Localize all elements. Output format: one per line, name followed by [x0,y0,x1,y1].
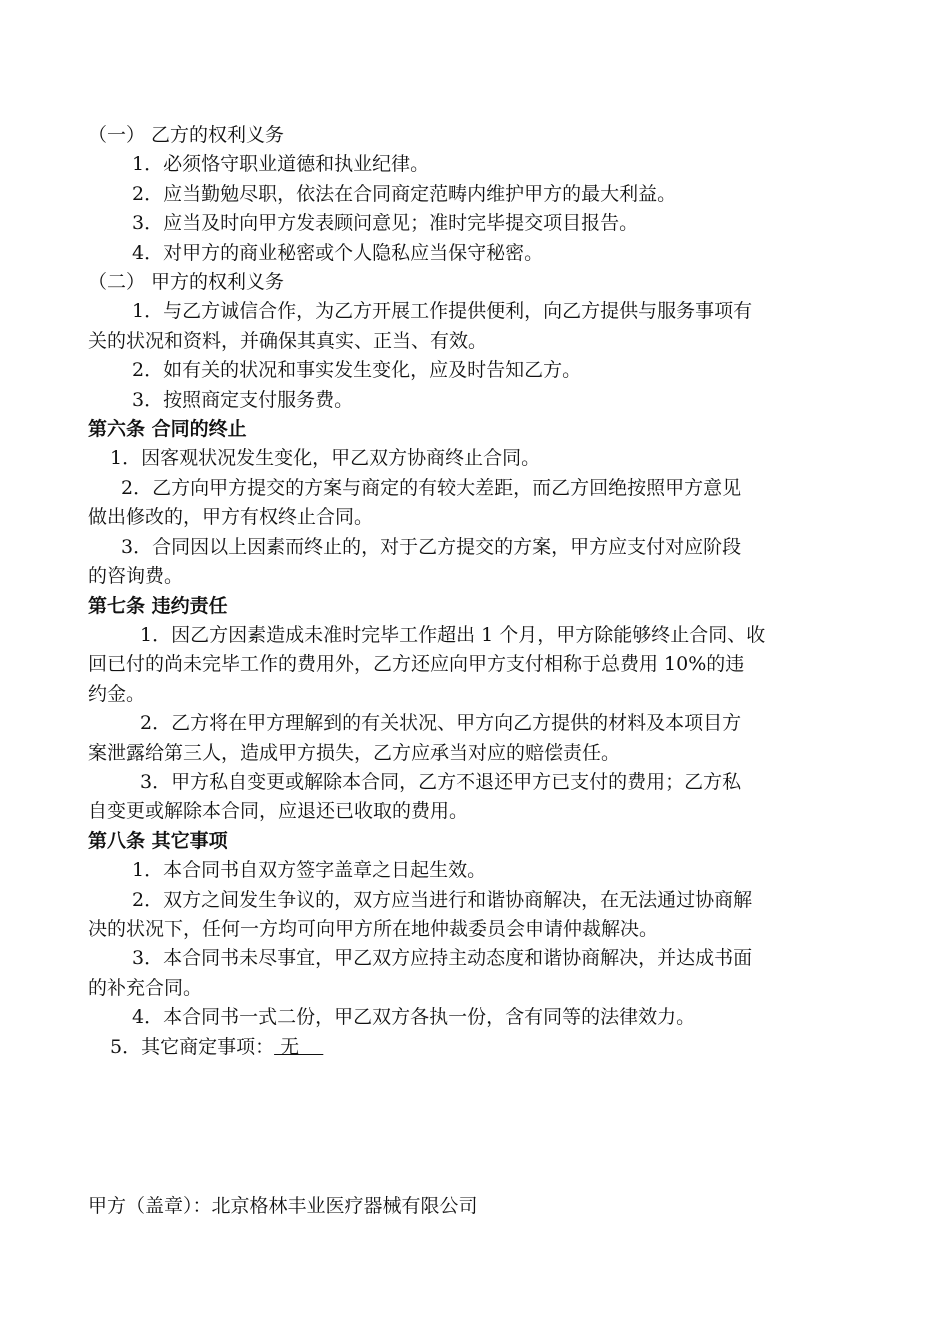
clause-line: 约金。 [88,682,146,705]
clause-line: 做出修改的，甲方有权终止合同。 [88,506,374,529]
article-8-title: 第八条 其它事项 [88,829,228,852]
clause-line: 4．对甲方的商业秘密或个人隐私应当保守秘密。 [132,241,544,264]
section-heading-party-a: （二） 甲方的权利义务 [88,271,285,294]
section-heading-party-b: （一） 乙方的权利义务 [88,124,285,146]
clause-line: 1．必须恪守职业道德和执业纪律。 [132,153,430,176]
clause-line: 3．本合同书未尽事宜，甲乙双方应持主动态度和谐协商解决，并达成书面 [132,947,753,970]
clause-line: 回已付的尚未完毕工作的费用外，乙方还应向甲方支付相称于总费用 10%的违 [88,653,745,676]
clause-line: 1．与乙方诚信合作，为乙方开展工作提供便利，向乙方提供与服务事项有 [132,300,753,323]
clause-line: 自变更或解除本合同，应退还已收取的费用。 [88,800,469,823]
clause-line: 4．本合同书一式二份，甲乙双方各执一份，含有同等的法律效力。 [132,1006,696,1029]
clause-line: 1．因客观状况发生变化，甲乙双方协商终止合同。 [110,447,541,470]
article-7-title: 第七条 违约责任 [88,594,228,617]
clause-line: 决的状况下，任何一方均可向甲方所在地仲裁委员会申请仲裁解决。 [88,917,659,940]
clause-line: 案泄露给第三人，造成甲方损失，乙方应承当对应的赔偿责任。 [88,741,621,764]
clause-line: 3．应当及时向甲方发表顾问意见；准时完毕提交项目报告。 [132,212,639,235]
contract-page [88,121,868,1062]
clause-line: 的咨询费。 [88,565,184,588]
clause-line: 2．乙方将在甲方理解到的有关状况、甲方向乙方提供的材料及本项目方 [140,712,742,735]
clause-line: 3．甲方私自变更或解除本合同，乙方不退还甲方已支付的费用；乙方私 [140,770,742,793]
other-terms-line [88,1033,868,1062]
clause-line: 2．乙方向甲方提交的方案与商定的有较大差距，而乙方回绝按照甲方意见 [121,476,742,499]
clause-line: 关的状况和资料，并确保其真实、正当、有效。 [88,329,488,352]
clause-line: 2．双方之间发生争议的，双方应当进行和谐协商解决，在无法通过协商解 [132,888,753,911]
clause-line: 的补充合同。 [88,976,203,999]
article-6-title: 第六条 合同的终止 [88,418,247,441]
clause-line: 2．如有关的状况和事实发生变化，应及时告知乙方。 [132,359,582,382]
clause-line: 1．因乙方因素造成未准时完毕工作超出 1 个月，甲方除能够终止合同、收 [140,623,766,646]
party-a-signature: 甲方（盖章）：北京格林丰业医疗器械有限公司 [88,1195,478,1217]
clause-line: 3．按照商定支付服务费。 [132,388,354,411]
other-terms-label: 5．其它商定事项： [110,1035,275,1058]
clause-line: 2．应当勤勉尽职，依法在合同商定范畴内维护甲方的最大利益。 [132,182,677,205]
other-terms-value: 无 [274,1035,324,1058]
clause-line: 3．合同因以上因素而终止的，对于乙方提交的方案，甲方应支付对应阶段 [121,535,742,558]
clause-line: 1．本合同书自双方签字盖章之日起生效。 [132,859,487,882]
